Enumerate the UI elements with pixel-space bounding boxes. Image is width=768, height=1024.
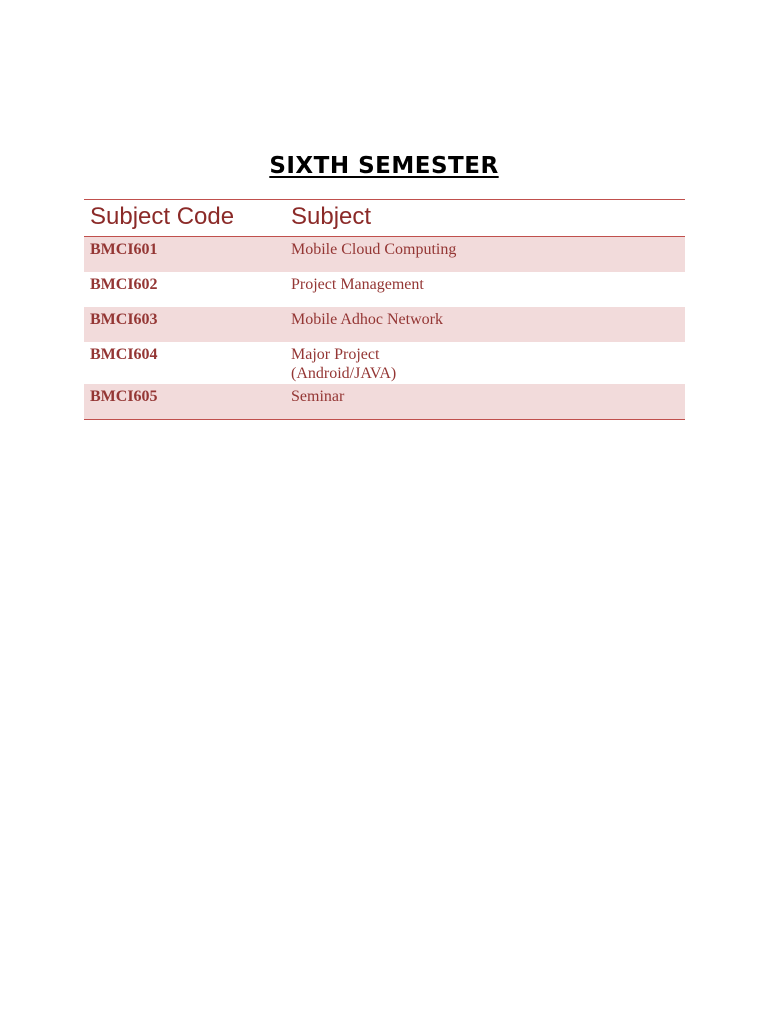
subject-name-cell: Mobile Adhoc Network <box>285 307 685 342</box>
table-row <box>84 307 685 342</box>
table-header-row <box>84 200 685 237</box>
table-row <box>84 237 685 273</box>
subject-code-cell: BMCI602 <box>90 276 158 293</box>
column-header-subject-code: Subject Code <box>84 200 285 237</box>
table-row <box>84 384 685 420</box>
subject-code-cell: BMCI604 <box>90 346 158 363</box>
subject-code-cell: BMCI601 <box>84 237 285 273</box>
subject-table <box>84 199 685 420</box>
subject-name-cell: Project Management <box>291 276 424 293</box>
page-title: SIXTH SEMESTER <box>269 153 499 179</box>
table-row <box>84 342 685 384</box>
column-header-subject: Subject <box>285 200 685 237</box>
subject-code-cell: BMCI605 <box>84 384 285 420</box>
table-row <box>84 272 685 307</box>
subject-name-line: Major Project <box>291 346 380 363</box>
subject-name-cell: Mobile Cloud Computing <box>285 237 685 273</box>
subject-name-line-2: (Android/JAVA) <box>291 365 397 382</box>
subject-code-cell: BMCI603 <box>84 307 285 342</box>
subject-name-cell <box>285 342 685 384</box>
subject-name-cell: Seminar <box>285 384 685 420</box>
